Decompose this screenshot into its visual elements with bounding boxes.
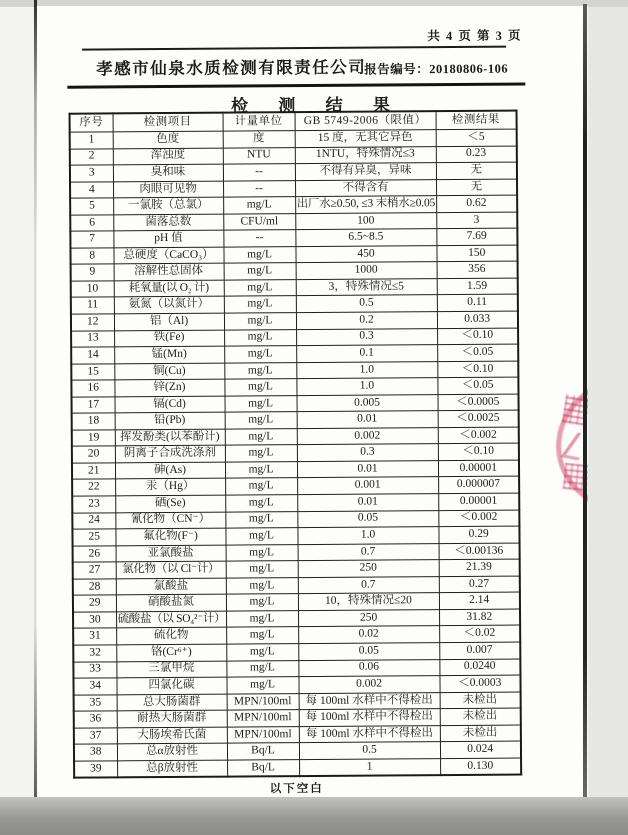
results-table-body (70, 129, 521, 778)
row-result: ＜0.02 (439, 625, 520, 642)
row-limit: 0.001 (297, 477, 438, 495)
row-serial: 29 (73, 595, 116, 612)
row-serial: 8 (70, 248, 113, 265)
row-limit: 0.3 (296, 328, 437, 346)
row-limit: 每 100ml 水样中不得检出 (299, 692, 440, 710)
row-item-name: 氯酸盐 (116, 578, 226, 595)
row-item-name: 溶解性总固体 (114, 263, 224, 280)
row-unit: mg/L (224, 329, 296, 346)
row-result: 0.0240 (439, 659, 520, 676)
row-unit: 度 (223, 131, 295, 148)
row-serial: 23 (72, 496, 115, 513)
row-item-name: 菌落总数 (113, 214, 223, 231)
report-number (364, 59, 508, 78)
row-limit: 250 (298, 609, 439, 627)
row-limit: 1.0 (297, 527, 438, 545)
row-serial: 39 (74, 761, 117, 778)
row-item-name: 总大肠菌群 (117, 694, 227, 711)
row-unit: mg/L (226, 660, 298, 677)
row-item-name: 锌(Zn) (114, 379, 224, 396)
scan-shadow-bottom (0, 797, 628, 835)
row-serial: 19 (72, 430, 115, 447)
row-serial: 34 (73, 678, 116, 695)
end-of-content-note: 以下空白 (269, 782, 324, 796)
row-limit: 0.02 (298, 626, 439, 644)
row-result: 0.27 (439, 576, 520, 593)
row-item-name: 铅(Pb) (115, 412, 225, 429)
row-item-name: 总硬度（CaCO₃） (113, 247, 223, 264)
row-result: ＜0.0003 (439, 675, 520, 692)
scan-edge-left (34, 0, 37, 800)
row-item-name: 硫化物 (116, 628, 226, 645)
header-underline (82, 46, 506, 51)
scan-edge-right (583, 4, 587, 800)
row-result: 0.130 (440, 758, 521, 776)
row-result: 150 (436, 245, 517, 262)
row-result: 未检出 (440, 692, 521, 709)
row-serial: 26 (73, 546, 116, 563)
row-serial: 10 (71, 281, 114, 298)
col-header-limit: GB 5749-2006（限值） (295, 111, 436, 130)
row-limit: 0.002 (297, 427, 438, 445)
row-unit: Bq/L (227, 743, 299, 760)
row-limit: 10，特殊情况≤20 (298, 593, 439, 611)
row-unit: mg/L (226, 627, 298, 644)
report-number-value: 20180806-106 (429, 61, 509, 77)
row-item-name: 总β放射性 (117, 760, 227, 778)
row-item-name: 氟化物(F⁻) (115, 528, 225, 545)
row-limit: 1.0 (296, 361, 437, 379)
row-item-name: 肉眼可见物 (113, 181, 223, 198)
row-item-name: 铝（Al) (114, 313, 224, 330)
row-limit: 0.5 (299, 742, 440, 760)
row-limit: 0.1 (296, 345, 437, 363)
row-result: 0.62 (436, 195, 517, 212)
row-item-name: 汞（Hg） (115, 479, 225, 496)
row-serial: 7 (70, 231, 113, 248)
row-limit: 0.3 (297, 444, 438, 462)
row-item-name: 四氯化碳 (116, 677, 226, 694)
row-serial: 13 (71, 330, 114, 347)
row-limit: 0.01 (297, 494, 438, 512)
row-serial: 33 (73, 661, 116, 678)
row-result: 21.39 (439, 559, 520, 576)
row-item-name: 总α放射性 (117, 743, 227, 760)
row-item-name: 锰(Mn) (114, 346, 224, 363)
row-unit: mg/L (226, 610, 298, 627)
row-unit: NTU (223, 147, 295, 164)
row-result: 0.033 (437, 311, 518, 328)
row-unit: mg/L (226, 544, 298, 561)
row-result: ＜0.10 (437, 328, 518, 345)
row-serial: 16 (71, 380, 114, 397)
row-serial: 12 (71, 314, 114, 331)
row-limit: 0.2 (296, 312, 437, 330)
row-limit: 0.05 (298, 643, 439, 661)
row-result: ＜0.05 (437, 344, 518, 361)
row-result: 7.69 (436, 228, 517, 245)
row-item-name: 铁(Fe) (114, 330, 224, 347)
row-serial: 36 (74, 711, 117, 728)
row-serial: 14 (71, 347, 114, 364)
row-result: 0.29 (438, 526, 519, 543)
row-limit: 3，特殊情况≤5 (296, 279, 437, 297)
row-unit: mg/L (225, 511, 297, 528)
row-unit: mg/L (225, 445, 297, 462)
row-result: ＜0.0025 (438, 410, 519, 427)
row-unit: mg/L (225, 495, 297, 512)
row-serial: 17 (72, 397, 115, 414)
row-unit: Bq/L (227, 759, 299, 777)
row-item-name: 砷(As) (115, 462, 225, 479)
row-item-name: 臭和味 (113, 164, 223, 181)
row-serial: 11 (71, 297, 114, 314)
row-unit: mg/L (226, 644, 298, 661)
row-serial: 37 (74, 728, 117, 745)
row-result: 1.59 (437, 278, 518, 295)
row-limit: 0.7 (298, 543, 439, 561)
company-name: 孝感市仙泉水质检测有限责任公司 (96, 57, 367, 79)
row-result: 356 (437, 261, 518, 278)
row-item-name: 挥发酚类(以苯酚计) (115, 429, 225, 446)
row-unit: mg/L (225, 478, 297, 495)
row-limit: 6.5~8.5 (295, 229, 436, 247)
row-item-name: 大肠埃希氏菌 (117, 727, 227, 744)
row-result: 2.14 (439, 592, 520, 609)
row-result: 0.23 (436, 146, 517, 163)
row-item-name: 硒(Se) (115, 495, 225, 512)
row-serial: 2 (70, 148, 113, 165)
row-unit: mg/L (224, 313, 296, 330)
row-serial: 22 (72, 479, 115, 496)
row-result: ＜0.002 (438, 510, 519, 527)
row-limit: 0.005 (297, 394, 438, 412)
row-serial: 35 (74, 694, 117, 711)
row-unit: mg/L (225, 528, 297, 545)
row-unit: -- (223, 230, 295, 247)
row-serial: 31 (73, 628, 116, 645)
row-item-name: 一氯胺（总氯） (113, 197, 223, 214)
row-serial: 1 (70, 132, 113, 149)
row-limit: 1 (299, 758, 440, 776)
row-serial: 15 (71, 364, 114, 381)
row-result: 无 (436, 179, 517, 196)
row-result: 未检出 (440, 725, 521, 742)
row-serial: 21 (72, 463, 115, 480)
row-item-name: 阴离子合成洗涤剂 (115, 446, 225, 463)
col-header-item: 检测项目 (113, 113, 223, 132)
row-item-name: 硝酸盐氮 (116, 594, 226, 611)
row-unit: mg/L (226, 577, 298, 594)
row-unit: mg/L (225, 412, 297, 429)
row-serial: 27 (73, 562, 116, 579)
row-limit: 450 (295, 245, 436, 263)
row-result: ＜5 (436, 129, 517, 146)
row-result: ＜0.10 (438, 443, 519, 460)
row-result: ＜0.10 (437, 361, 518, 378)
col-header-unit: 计量单位 (223, 112, 295, 131)
row-unit: mg/L (224, 362, 296, 379)
row-item-name: 三氯甲烷 (116, 661, 226, 678)
row-item-name: 氨氮（以氮计） (114, 297, 224, 314)
row-limit: 0.002 (298, 676, 439, 694)
row-limit: 不得有异臭，异味 (295, 163, 436, 181)
row-limit: 每 100ml 水样中不得检出 (299, 725, 440, 743)
row-result: ＜0.05 (437, 377, 518, 394)
row-unit: CFU/ml (223, 213, 295, 230)
row-serial: 18 (72, 413, 115, 430)
row-result: 未检出 (440, 708, 521, 725)
row-limit: 出厂水≥0.50, ≤3 末梢水≥0.05 (295, 196, 436, 214)
row-serial: 5 (70, 198, 113, 215)
row-limit: 100 (295, 212, 436, 230)
row-unit: mg/L (226, 677, 298, 694)
row-limit: 0.06 (298, 659, 439, 677)
row-serial: 38 (74, 744, 117, 761)
row-limit: 0.7 (298, 576, 439, 594)
row-serial: 9 (71, 264, 114, 281)
row-unit: mg/L (224, 379, 296, 396)
row-item-name: 铬(Cr⁶⁺) (116, 644, 226, 661)
row-result: 31.82 (439, 609, 520, 626)
row-result: 无 (436, 162, 517, 179)
row-result: 0.11 (437, 295, 518, 312)
row-result: 3 (436, 212, 517, 229)
row-serial: 32 (73, 645, 116, 662)
row-result: 0.00001 (438, 460, 519, 477)
row-limit: 每 100ml 水样中不得检出 (299, 709, 440, 727)
row-unit: mg/L (225, 428, 297, 445)
row-limit: 1.0 (296, 378, 437, 396)
page-content (36, 6, 588, 798)
row-item-name: 氯化物（以 Cl⁻计） (116, 561, 226, 578)
row-result: 0.024 (440, 741, 521, 758)
document-title: 检 测 结 果 (231, 95, 403, 116)
row-limit: 1NTU，特殊情况≤3 (295, 146, 436, 164)
report-number-label: 报告编号： (364, 62, 430, 77)
row-serial: 25 (72, 529, 115, 546)
page-number-info: 共 4 页 第 3 页 (427, 28, 523, 44)
table-row (74, 758, 521, 778)
row-result: 0.000007 (438, 477, 519, 494)
row-item-name: pH 值 (113, 230, 223, 247)
row-item-name: 耗氧量(以 O₂ 计) (114, 280, 224, 297)
col-header-serial: 序号 (70, 113, 113, 132)
row-limit: 250 (298, 560, 439, 578)
row-serial: 28 (73, 579, 116, 596)
results-table (69, 110, 523, 779)
row-result: 0.007 (439, 642, 520, 659)
row-limit: 15 度，无其它异色 (295, 130, 436, 148)
row-item-name: 耐热大肠菌群 (117, 710, 227, 727)
row-limit: 1000 (296, 262, 437, 280)
row-serial: 3 (70, 165, 113, 182)
row-item-name: 浑浊度 (113, 148, 223, 165)
paper-sheet (36, 6, 588, 798)
row-unit: mg/L (226, 594, 298, 611)
row-unit: MPN/100ml (227, 710, 299, 727)
row-unit: mg/L (224, 346, 296, 363)
row-unit: mg/L (224, 280, 296, 297)
row-unit: mg/L (224, 296, 296, 313)
row-limit: 不得含有 (295, 179, 436, 197)
row-item-name: 色度 (113, 131, 223, 148)
row-limit: 0.05 (297, 510, 438, 528)
row-serial: 30 (73, 612, 116, 629)
row-unit: mg/L (224, 263, 296, 280)
row-item-name: 硫酸盐（以 SO₄²⁻计） (116, 611, 226, 628)
row-limit: 0.01 (297, 461, 438, 479)
row-limit: 0.5 (296, 295, 437, 313)
row-item-name: 铜(Cu) (114, 363, 224, 380)
row-item-name: 氰化物（CN⁻） (115, 512, 225, 529)
col-header-result: 检测结果 (436, 111, 517, 130)
row-serial: 6 (70, 215, 113, 232)
row-serial: 4 (70, 182, 113, 199)
row-unit: mg/L (225, 462, 297, 479)
row-unit: -- (223, 180, 295, 197)
row-unit: MPN/100ml (227, 693, 299, 710)
title-divider-rule (67, 83, 525, 89)
row-result: 0.00001 (438, 493, 519, 510)
row-unit: mg/L (223, 246, 295, 263)
row-result: ＜0.0005 (438, 394, 519, 411)
row-unit: MPN/100ml (227, 726, 299, 743)
row-item-name: 亚氯酸盐 (116, 545, 226, 562)
row-unit: mg/L (223, 197, 295, 214)
row-unit: mg/L (225, 395, 297, 412)
row-serial: 20 (72, 446, 115, 463)
row-result: ＜0.002 (438, 427, 519, 444)
row-unit: mg/L (226, 561, 298, 578)
row-limit: 0.01 (297, 411, 438, 429)
row-serial: 24 (72, 512, 115, 529)
row-result: ＜0.00136 (439, 543, 520, 560)
row-item-name: 镉(Cd) (115, 396, 225, 413)
row-unit: -- (223, 164, 295, 181)
